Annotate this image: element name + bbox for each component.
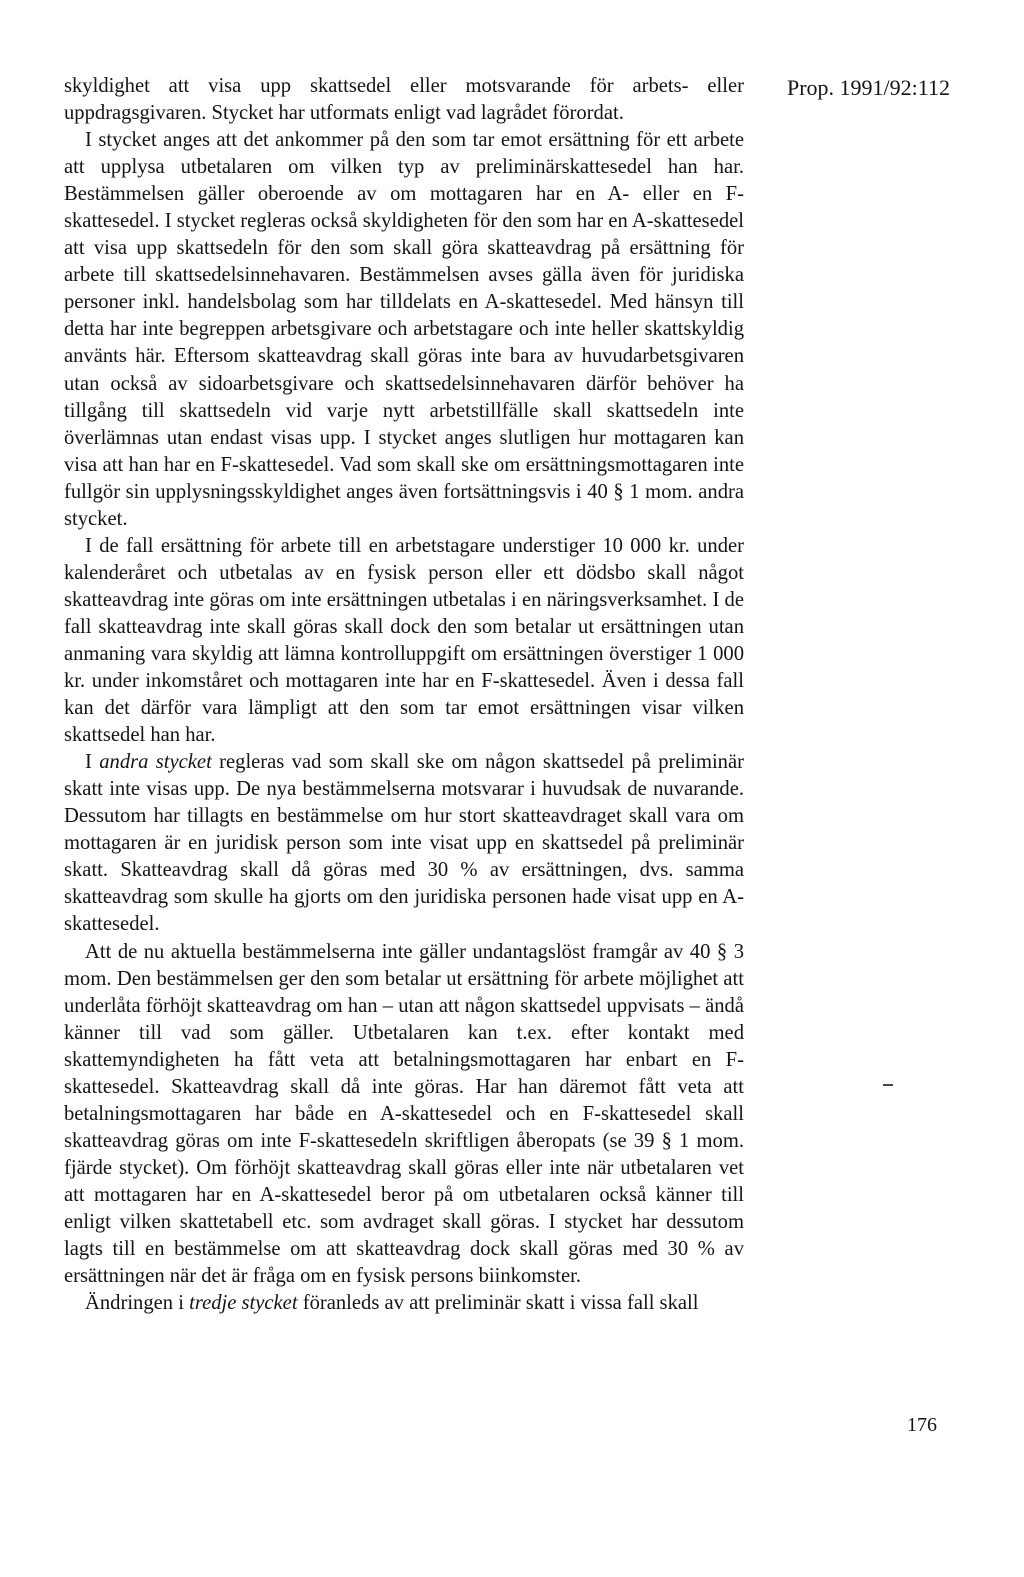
paragraph-6-emphasis: tredje stycket [189,1292,298,1315]
paragraph-4-emphasis: andra stycket [99,751,212,774]
paragraph-4 [64,749,744,938]
paragraph-1: skyldighet att visa upp skattsedel eller motsvarande för arbets- eller uppdragsgivaren. Stycket har utformats enligt vad lagrådet förordat. [64,75,744,125]
paragraph-4-body: regleras vad som skall ske om någon skattsedel på preliminär skatt inte visas upp. De nya bestämmelserna motsvarar i huvudsak de nuvarande. Dessutom har tillagts en bestämmelse om hur stort skatteavdraget skall vara om mottagaren är en juridisk person som inte visat upp en skattsedel på preliminär skatt. Skatteavdrag skall då göras med 30 % av ersättningen, dvs. samma skatteavdrag som skulle ha gjorts om den juridiska personen hade visat upp en A-skattesedel. [64,751,744,936]
paragraph-3: I de fall ersättning för arbete till en arbetstagare understiger 10 000 kr. under kalenderåret och utbetalas av en fysisk person eller ett dödsbo skall något skatteavdrag inte göras om inte ersättningen utbetalas i en näringsverksamhet. I de fall skatteavdrag inte skall göras skall dock den som betalar ut ersättningen utan anmaning vara skyldig att lämna kontrolluppgift om ersättningen överstiger 1 000 kr. under inkomståret och mottagaren inte har en F-skattesedel. Även i dessa fall kan det därför vara lämpligt att den som tar emot ersättningen visar vilken skattsedel han har. [64,534,744,747]
page-number: 176 [907,1414,937,1436]
margin-dash-mark [883,1084,893,1086]
paragraph-4-lead: I [85,751,100,774]
proposition-reference: Prop. 1991/92:112 [787,75,950,100]
paragraph-2: I stycket anges att det ankommer på den som tar emot ersättning för ett arbete att upplysa utbetalaren om vilken typ av preliminärskattesedel han har. Bestämmelsen gäller oberoende av om mottagaren har en A- eller en F-skattesedel. I stycket regleras också skyldigheten för den som har en A-skattesedel att visa upp skattsedeln för den som skall göra skatteavdrag på ersättning för arbete till skattsedelsinnehavaren. Bestämmelsen avses gälla även för juridiska personer inkl. handelsbolag som har tilldelats en A-skattesedel. Med hänsyn till detta har inte begreppen arbetsgivare och arbetstagare och inte heller skattskyldig använts här. Eftersom skatteavdrag skall göras inte bara av huvudarbetsgivaren utan också av sidoarbetsgivare och skattsedelsinnehavaren därför behöver ha tillgång till skattsedeln vid varje nytt arbetstillfälle skall skattsedeln inte överlämnas utan endast visas upp. I stycket anges slutligen hur mottagaren kan visa att han har en F-skattesedel. Vad som skall ske om ersättningsmottagaren inte fullgör sin upplysningsskyldighet anges även fortsättningsvis i 40 § 1 mom. andra stycket. [64,129,744,530]
body-text [64,73,744,1317]
paragraph-6-lead: Ändringen i [85,1292,190,1315]
paragraph-6-body: föranleds av att preliminär skatt i vissa fall skall [297,1292,699,1315]
paragraph-6 [64,1290,744,1317]
paragraph-5: Att de nu aktuella bestämmelserna inte gäller undantagslöst framgår av 40 § 3 mom. Den bestämmelsen ger den som betalar ut ersättning för arbete möjlighet att underlåta förhöjt skatteavdrag om han – utan att någon skattsedel uppvisats – ändå känner till vad som gäller. Utbetalaren kan t.ex. efter kontakt med skattemyndigheten ha fått veta att betalningsmottagaren har enbart en F-skattesedel. Skatteavdrag skall då inte göras. Har han däremot fått veta att betalningsmottagaren har både en A-skattesedel och en F-skattesedel skall skatteavdrag göras om inte F-skattesedeln skriftligen åberopats (se 39 § 1 mom. fjärde stycket). Om förhöjt skatteavdrag skall göras eller inte när utbetalaren vet att mottagaren har en A-skattesedel beror på om utbetalaren också känner till enligt vilken skattetabell etc. som avdraget skall göras. I stycket har dessutom lagts till en bestämmelse om att skatteavdrag dock skall göras med 30 % av ersättningen när det är fråga om en fysisk persons biinkomster. [64,940,744,1288]
